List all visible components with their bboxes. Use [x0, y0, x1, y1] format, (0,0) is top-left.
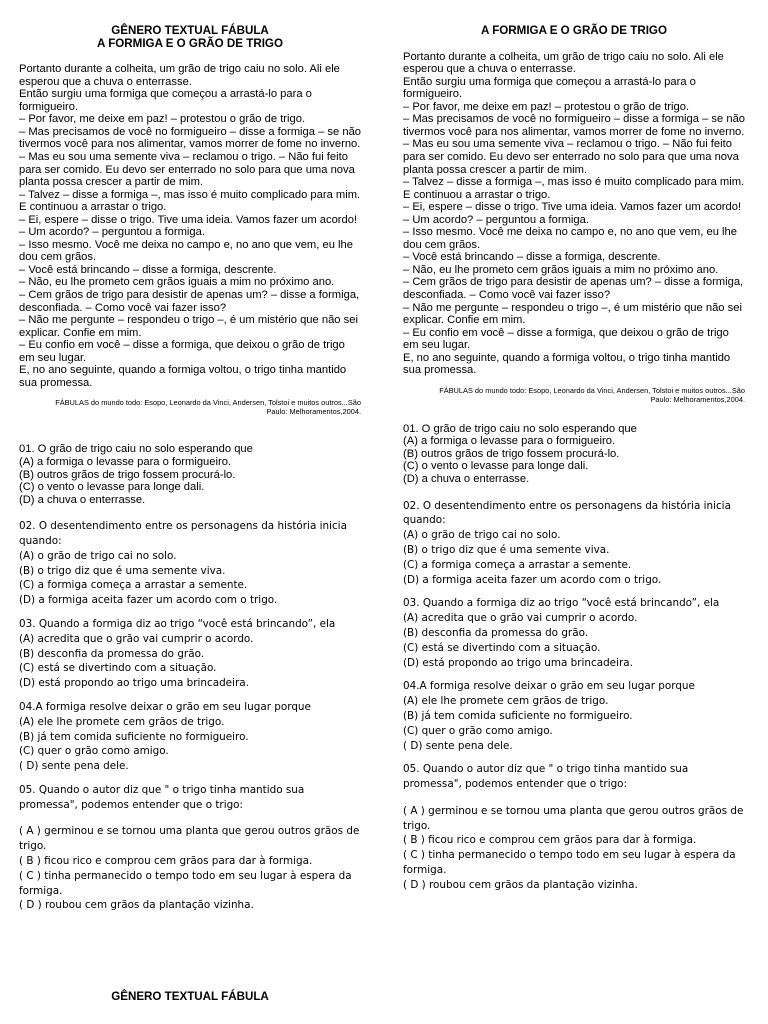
answer-option: (B) o trigo diz que é uma semente viva.	[19, 564, 226, 577]
question-stem: 01. O grão de trigo caiu no solo esperando que	[403, 422, 637, 435]
story-paragraph: – Mas eu sou uma semente viva – reclamou o trigo. – Não fui feito para ser comido. Eu devo ser enterrado no solo para que uma nova planta possa crescer a partir de mim.	[19, 151, 355, 189]
answer-option: ( A ) germinou e se tornou uma planta que gerou outros grãos de trigo.	[403, 804, 744, 832]
story-paragraph: Então surgiu uma formiga que começou a arrastá-lo para o formigueiro.	[19, 88, 312, 113]
story-paragraph: – Um acordo? – perguntou a formiga.	[19, 226, 205, 239]
question-stem: 04.A formiga resolve deixar o grão em seu lugar porque	[403, 680, 695, 693]
answer-option: (B) outros grãos de trigo fossem procurá-lo.	[19, 468, 236, 481]
question-1	[19, 443, 361, 506]
question-2	[19, 519, 361, 608]
story-paragraph: – Talvez – disse a formiga –, mas isso é muito complicado para mim. E continuou a arrastar o trigo.	[403, 176, 745, 201]
story-paragraph: – Por favor, me deixe em paz! – protestou o grão de trigo.	[403, 100, 690, 113]
story-paragraph: – Mas eu sou uma semente viva – reclamou o trigo. – Não fui feito para ser comido. Eu devo ser enterrado no solo para que uma nova planta possa crescer a partir de mim.	[403, 138, 739, 176]
question-stem: 03. Quando a formiga diz ao trigo “você está brincando”, ela	[19, 617, 336, 630]
story-paragraph: Portanto durante a colheita, um grão de trigo caiu no solo. Ali ele esperou que a chuva o enterrasse.	[403, 50, 724, 76]
question-5	[403, 762, 745, 892]
story-paragraph: – Mas precisamos de você no formigueiro – disse a formiga – se não tivermos você para nos alimentar, vamos morrer de fome no inverno.	[403, 113, 746, 138]
answer-option: (D) a chuva o enterrasse.	[403, 473, 530, 485]
story-paragraph: – Eu confio em você – disse a formiga, que deixou o grão de trigo em seu lugar.	[19, 339, 345, 364]
story-paragraph: – Por favor, me deixe em paz! – protestou o grão de trigo.	[19, 113, 306, 126]
answer-option: (B) já tem comida suficiente no formigueiro.	[403, 709, 633, 722]
answer-option: (A) o grão de trigo cai no solo.	[19, 549, 177, 562]
left-worksheet	[19, 25, 361, 913]
answer-option: ( A ) germinou e se tornou uma planta que gerou outros grãos de trigo.	[19, 825, 360, 853]
answer-option: (A) acredita que o grão vai cumprir o acordo.	[403, 612, 638, 625]
question-3	[19, 617, 361, 691]
story-paragraph: – Não, eu lhe prometo cem grãos iguais a mim no próximo ano.	[19, 276, 335, 289]
answer-option: (A) acredita que o grão vai cumprir o acordo.	[19, 632, 254, 645]
story-paragraph: – Cem grãos de trigo para desistir de apenas um? – disse a formiga, desconfiada. – Como você vai fazer isso?	[403, 276, 744, 301]
credit-line: Paulo: Melhoramentos,2004.	[266, 407, 361, 417]
question-1	[403, 423, 745, 486]
answer-option: ( D ) roubou cem grãos da plantação vizinha.	[403, 878, 638, 891]
question-stem: 04.A formiga resolve deixar o grão em seu lugar porque	[19, 700, 311, 713]
question-4	[19, 700, 361, 774]
credit-line: Paulo: Melhoramentos,2004.	[650, 394, 745, 404]
story-paragraph: – Você está brincando – disse a formiga, descrente.	[403, 251, 661, 264]
answer-option: (A) o grão de trigo cai no solo.	[403, 529, 561, 542]
story-paragraph: E, no ano seguinte, quando a formiga voltou, o trigo tinha mantido sua promessa.	[403, 351, 731, 377]
answer-option: (A) ele lhe promete cem grãos de trigo.	[403, 695, 609, 708]
answer-option: (B) desconfia da promessa do grão.	[403, 626, 589, 639]
question-2	[403, 499, 745, 588]
story-text	[403, 51, 745, 377]
story-paragraph: – Cem grãos de trigo para desistir de apenas um? – disse a formiga, desconfiada. – Como você vai fazer isso?	[19, 289, 360, 314]
story-paragraph: – Ei, espere – disse o trigo. Tive uma ideia. Vamos fazer um acordo!	[19, 213, 358, 226]
story-paragraph: – Ei, espere – disse o trigo. Tive uma ideia. Vamos fazer um acordo!	[403, 201, 742, 214]
credit-line: FÁBULAS do mundo todo: Esopo, Leonardo da Vinci, Andersen, Tolstoi e muitos outros...São	[55, 398, 361, 408]
answer-option: (D) a formiga aceita fazer um acordo com o trigo.	[403, 573, 662, 586]
genre-title: GÊNERO TEXTUAL FÁBULA	[111, 24, 269, 37]
answer-option: (D) a formiga aceita fazer um acordo com o trigo.	[19, 594, 278, 607]
answer-option: (C) está se divertindo com a situação.	[19, 662, 217, 675]
source-credit	[403, 386, 745, 404]
question-stem: 01. O grão de trigo caiu no solo esperando que	[19, 443, 253, 456]
story-paragraph: – Mas precisamos de você no formigueiro – disse a formiga – se não tivermos você para nos alimentar, vamos morrer de fome no inverno.	[19, 125, 362, 151]
question-stem: 05. Quando o autor diz que " o trigo tinha mantido sua promessa", podemos entender que o trigo:	[403, 763, 689, 791]
story-paragraph: – Não, eu lhe prometo cem grãos iguais a mim no próximo ano.	[403, 263, 719, 276]
story-paragraph: – Isso mesmo. Você me deixa no campo e, no ano que vem, eu lhe dou cem grãos.	[19, 238, 353, 264]
answer-option: ( D ) roubou cem grãos da plantação vizinha.	[19, 899, 254, 912]
answer-option: (C) quer o grão como amigo.	[19, 745, 169, 758]
answer-option: (A) ele lhe promete cem grãos de trigo.	[19, 715, 225, 728]
answer-option: (A) a formiga o levasse para o formigueiro.	[19, 455, 232, 468]
story-paragraph: – Não me pergunte – respondeu o trigo –, é um mistério que não sei explicar. Confie em mim.	[19, 314, 358, 339]
question-stem: 05. Quando o autor diz que " o trigo tinha mantido sua promessa", podemos entender que o trigo:	[19, 783, 305, 811]
answer-option: (B) desconfia da promessa do grão.	[19, 647, 205, 660]
story-paragraph: – Você está brincando – disse a formiga, descrente.	[19, 263, 277, 276]
story-paragraph: Então surgiu uma formiga que começou a arrastá-lo para o formigueiro.	[403, 75, 696, 101]
next-page-genre-title: GÊNERO TEXTUAL FÁBULA	[111, 990, 269, 1003]
answer-option: ( C ) tinha permanecido o tempo todo em seu lugar à espera da formiga.	[19, 869, 352, 897]
answer-option: (B) o trigo diz que é uma semente viva.	[403, 543, 610, 556]
question-stem: 02. O desentendimento entre os personagens da história inicia quando:	[403, 499, 731, 527]
answer-option: (C) está se divertindo com a situação.	[403, 641, 601, 654]
answer-option: ( B ) ficou rico e comprou cem grãos para dar à formiga.	[403, 834, 697, 847]
credit-line: FÁBULAS do mundo todo: Esopo, Leonardo da Vinci, Andersen, Tolstoi e muitos outros...São	[439, 385, 745, 395]
answer-option: ( D) sente pena dele.	[403, 739, 513, 752]
story-title: A FORMIGA E O GRÃO DE TRIGO	[481, 24, 667, 37]
story-paragraph: E, no ano seguinte, quando a formiga voltou, o trigo tinha mantido sua promessa.	[19, 364, 347, 389]
question-stem: 03. Quando a formiga diz ao trigo “você está brincando”, ela	[403, 597, 720, 610]
answer-option: (C) o vento o levasse para longe dali.	[403, 460, 589, 473]
story-paragraph: – Talvez – disse a formiga –, mas isso é muito complicado para mim. E continuou a arrastar o trigo.	[19, 188, 361, 214]
story-title: A FORMIGA E O GRÃO DE TRIGO	[97, 36, 283, 50]
question-stem: 02. O desentendimento entre os personagens da história inicia quando:	[19, 520, 347, 547]
answer-option: ( D) sente pena dele.	[19, 760, 129, 773]
answer-option: (B) outros grãos de trigo fossem procurá-lo.	[403, 447, 620, 460]
story-paragraph: – Um acordo? – perguntou a formiga.	[403, 213, 589, 226]
answer-option: (C) quer o grão como amigo.	[403, 724, 553, 737]
story-text	[19, 63, 361, 389]
question-4	[403, 679, 745, 753]
answer-option: (C) a formiga começa a arrastar a semente.	[403, 558, 632, 571]
answer-option: (C) o vento o levasse para longe dali.	[19, 481, 205, 494]
question-5	[19, 783, 361, 913]
answer-option: (D) está propondo ao trigo uma brincadeira.	[19, 677, 249, 690]
answer-option: ( B ) ficou rico e comprou cem grãos para dar à formiga.	[19, 855, 313, 868]
right-worksheet	[403, 25, 745, 893]
answer-option: (A) a formiga o levasse para o formigueiro.	[403, 435, 616, 448]
source-credit	[19, 398, 361, 416]
answer-option: (B) já tem comida suficiente no formigueiro.	[19, 730, 249, 743]
answer-option: (D) a chuva o enterrasse.	[19, 493, 146, 506]
story-paragraph: – Isso mesmo. Você me deixa no campo e, no ano que vem, eu lhe dou cem grãos.	[403, 226, 737, 251]
story-paragraph: – Eu confio em você – disse a formiga, que deixou o grão de trigo em seu lugar.	[403, 326, 729, 352]
answer-option: ( C ) tinha permanecido o tempo todo em seu lugar à espera da formiga.	[403, 849, 736, 877]
story-paragraph: – Não me pergunte – respondeu o trigo –, é um mistério que não sei explicar. Confie em mim.	[403, 301, 742, 327]
question-3	[403, 596, 745, 670]
answer-option: (D) está propondo ao trigo uma brincadeira.	[403, 656, 633, 669]
answer-option: (C) a formiga começa a arrastar a semente.	[19, 579, 248, 592]
story-paragraph: Portanto durante a colheita, um grão de trigo caiu no solo. Ali ele esperou que a chuva o enterrasse.	[19, 63, 340, 88]
